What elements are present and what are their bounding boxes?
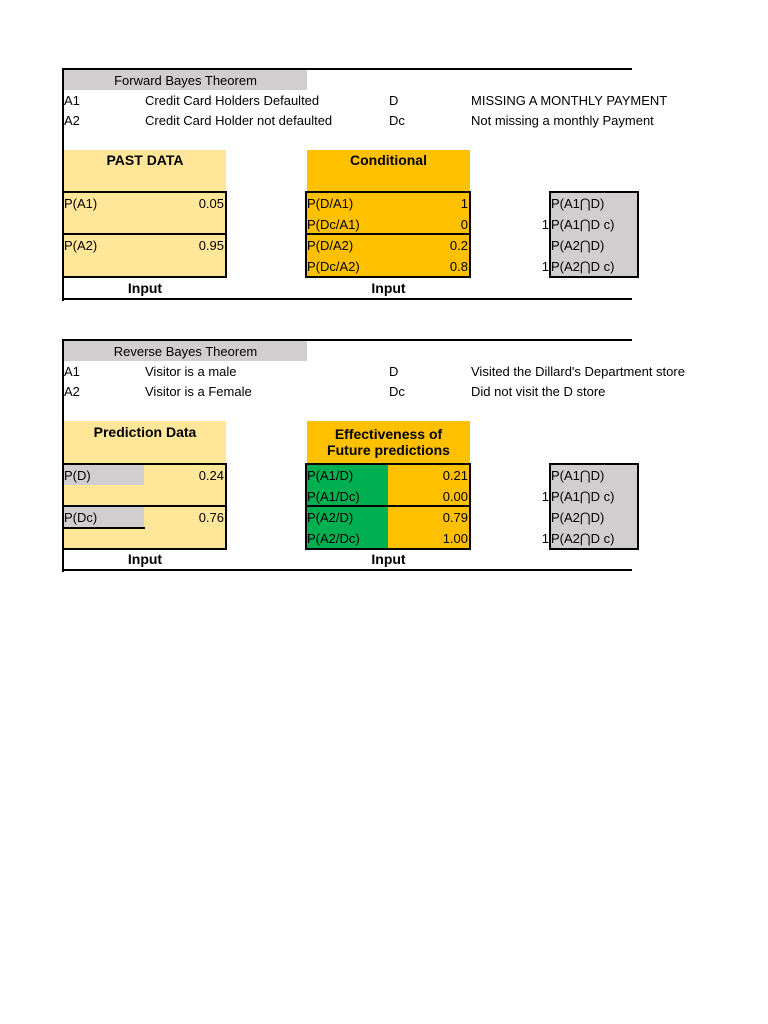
- pred-dc-value[interactable]: 0.76: [198, 510, 224, 525]
- past-a2-label: P(A2): [64, 238, 98, 253]
- eff-a1-d-value: 0.21: [442, 468, 468, 483]
- eff-a2-d-value: 0.79: [442, 510, 468, 525]
- forward-joint-a2-d: P(A2⋂D): [551, 238, 605, 253]
- forward-title: Forward Bayes Theorem: [64, 70, 307, 90]
- reverse-event-dc-desc: Did not visit the D store: [471, 384, 606, 399]
- cond-dc-a2-label: P(Dc/A2): [307, 259, 360, 274]
- forward-joint-side-4: 1: [541, 259, 549, 274]
- reverse-code-a1: A1: [64, 364, 80, 379]
- forward-joint-a2-dc: P(A2⋂D c): [551, 259, 615, 274]
- reverse-joint-a2-dc: P(A2⋂D c): [551, 531, 615, 546]
- forward-desc-a2: Credit Card Holder not defaulted: [145, 113, 333, 128]
- cond-d-a1-value[interactable]: 1: [460, 196, 468, 211]
- forward-event-dc: Dc: [389, 113, 405, 128]
- pred-dc-label: P(Dc): [64, 507, 144, 527]
- forward-event-d-desc: MISSING A MONTHLY PAYMENT: [471, 93, 668, 108]
- reverse-event-d-desc: Visited the Dillard's Department store: [471, 364, 685, 379]
- cond-dc-a1-value[interactable]: 0: [460, 217, 468, 232]
- forward-event-d: D: [389, 93, 399, 108]
- reverse-input-label-1: Input: [127, 551, 163, 567]
- cond-d-a2-label: P(D/A2): [307, 238, 354, 253]
- past-data-header: [64, 150, 226, 192]
- eff-a2-d-label: P(A2/D): [307, 510, 354, 525]
- effectiveness-header-text: Effectiveness of Future predictions: [327, 426, 450, 458]
- cond-d-a2-value[interactable]: 0.2: [449, 238, 468, 253]
- past-a1-label: P(A1): [64, 196, 98, 211]
- eff-a2-dc-value: 1.00: [442, 531, 468, 546]
- conditional-header: [307, 150, 470, 192]
- forward-joint-a1-d: P(A1⋂D): [551, 196, 605, 211]
- reverse-title: Reverse Bayes Theorem: [64, 341, 307, 361]
- cond-dc-a1-label: P(Dc/A1): [307, 217, 360, 232]
- eff-a1-dc-label: P(A1/Dc): [307, 489, 360, 504]
- eff-a1-d-label: P(A1/D): [307, 468, 354, 483]
- forward-joint-a1-dc: P(A1⋂D c): [551, 217, 615, 232]
- reverse-joint-a1-dc: P(A1⋂D c): [551, 489, 615, 504]
- reverse-event-dc: Dc: [389, 384, 405, 399]
- reverse-event-d: D: [389, 364, 399, 379]
- reverse-joint-a1-d: P(A1⋂D): [551, 468, 605, 483]
- cond-d-a1-label: P(D/A1): [307, 196, 354, 211]
- reverse-code-a2: A2: [64, 384, 80, 399]
- forward-code-a1: A1: [64, 93, 80, 108]
- reverse-desc-a1: Visitor is a male: [145, 364, 237, 379]
- forward-code-a2: A2: [64, 113, 80, 128]
- pred-dc-underline: [64, 527, 145, 529]
- prediction-data-header-text: Prediction Data: [93, 424, 197, 440]
- pred-d-label: P(D): [64, 465, 144, 485]
- pred-d-value[interactable]: 0.24: [198, 468, 224, 483]
- conditional-header-text: Conditional: [350, 152, 427, 168]
- prediction-data-header: [64, 421, 226, 463]
- reverse-joint-side-2: 1: [541, 489, 549, 504]
- past-a1-value[interactable]: 0.05: [198, 196, 224, 211]
- forward-desc-a1: Credit Card Holders Defaulted: [145, 93, 320, 108]
- cond-dc-a2-value[interactable]: 0.8: [449, 259, 468, 274]
- reverse-desc-a2: Visitor is a Female: [145, 384, 252, 399]
- reverse-joint-side-4: 1: [541, 531, 549, 546]
- forward-joint-side-2: 1: [541, 217, 549, 232]
- reverse-input-label-2: Input: [371, 551, 406, 567]
- past-data-header-text: PAST DATA: [106, 152, 184, 168]
- past-a2-value[interactable]: 0.95: [198, 238, 224, 253]
- reverse-joint-a2-d: P(A2⋂D): [551, 510, 605, 525]
- forward-event-dc-desc: Not missing a monthly Payment: [471, 113, 654, 128]
- eff-a2-dc-label: P(A2/Dc): [307, 531, 360, 546]
- eff-a1-dc-value: 0.00: [442, 489, 468, 504]
- forward-input-label-2: Input: [371, 280, 406, 296]
- forward-input-label-1: Input: [127, 280, 163, 296]
- effectiveness-header: [307, 421, 470, 463]
